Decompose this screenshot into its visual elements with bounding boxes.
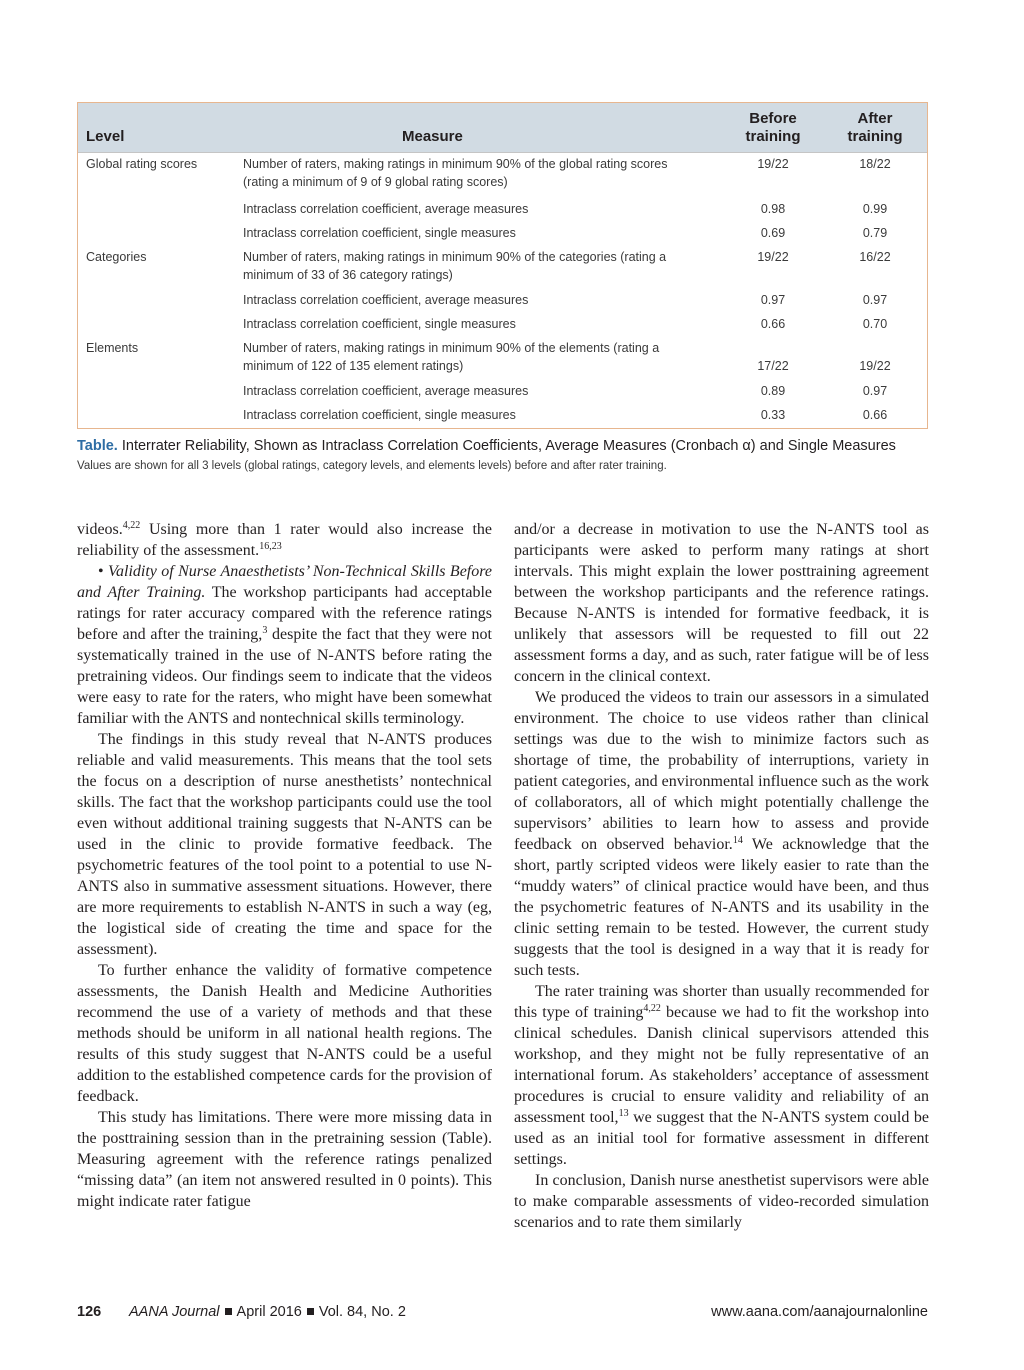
paragraph	[514, 981, 929, 1170]
page-number: 126	[77, 1304, 102, 1320]
header-after-training: After training	[847, 110, 903, 145]
cell-after: 19/22	[859, 359, 891, 373]
cell-before: 19/22	[757, 250, 789, 264]
cell-measure: Intraclass correlation coefficient, average measures	[243, 202, 529, 216]
citation: 4,22	[122, 520, 141, 531]
issue-date: April 2016	[236, 1304, 302, 1320]
left-column	[77, 519, 492, 1212]
cell-after: 0.66	[862, 408, 888, 422]
cell-before: 0.33	[760, 408, 786, 422]
caption-title-text: Interrater Reliability, Shown as Intraclass Correlation Coefficients, Average Measures (Cronbach α) and Single Measures	[121, 438, 896, 454]
text-run: we suggest that the N-ANTS system could be used as an initial tool for formative assessment in different settings.	[514, 1109, 930, 1168]
cell-after: 16/22	[859, 250, 891, 264]
paragraph: To further enhance the validity of formative competence assessments, the Danish Health and Medicine Authorities recommend the use of a variety of methods and that these methods should be uniform in all national health regions. The results of this study suggest that N-ANTS could be a useful addition to the established competence cards for the provision of feedback.	[77, 962, 492, 1105]
paragraph: This study has limitations. There were more missing data in the posttraining session than in the pretraining session (Table). Measuring agreement with the reference ratings penalized “missing data” (an item not answered resulted in 0 points). This might indicate rater fatigue	[77, 1109, 492, 1210]
caption-label: Table.	[77, 438, 118, 454]
header-level: Level	[86, 128, 125, 145]
cell-level: Global rating scores	[86, 157, 198, 171]
cell-measure: Intraclass correlation coefficient, single measures	[243, 226, 516, 240]
cell-measure: Number of raters, making ratings in minimum 90% of the elements (rating a minimum of 122 of 135 element ratings)	[243, 341, 660, 373]
citation: 14	[732, 835, 743, 846]
table-caption	[77, 437, 928, 474]
cell-before: 19/22	[757, 157, 789, 171]
cell-measure: Intraclass correlation coefficient, average measures	[243, 384, 529, 398]
journal-info	[129, 1304, 406, 1320]
text-run: Using more than 1 rater would also increase the reliability of the assessment.	[77, 521, 492, 559]
cell-level: Elements	[86, 341, 139, 355]
cell-measure: Intraclass correlation coefficient, average measures	[243, 293, 529, 307]
separator-square	[307, 1308, 314, 1315]
page-footer	[77, 1304, 928, 1326]
cell-before: 0.97	[760, 293, 786, 307]
paragraph	[514, 687, 929, 981]
citation: 3	[262, 625, 268, 636]
volume: Vol. 84, No. 2	[318, 1304, 406, 1320]
text-run: We produced the videos to train our assessors in a simulated environment. The choice to use videos rather than clinical settings was due to the wish to minimize factors such as shortage of time, the probability of interruptions, variety in patient categories, and environmental influence such as the work of collaborators, all of which might potentially challenge the supervisors’ abilities to learn how to assess and provide feedback on observed behavior.	[514, 689, 929, 853]
cell-measure: Intraclass correlation coefficient, single measures	[243, 408, 516, 422]
citation: 16,23	[259, 541, 282, 552]
paragraph: In conclusion, Danish nurse anesthetist supervisors were able to make comparable assessments of video-recorded simulation scenarios and to rate them similarly	[514, 1172, 929, 1231]
cell-before: 17/22	[757, 359, 789, 373]
citation: 13	[618, 1108, 629, 1119]
text-run: The rater training was shorter than usually recommended for this type of training	[514, 983, 929, 1021]
text-run: despite the fact that they were not systematically trained in the use of N-ANTS before rating the pretraining videos. Our findings seem to indicate that the videos were easy to rate for the raters, who might have been somewhat familiar with the ANTS and nontechnical skills terminology.	[77, 626, 492, 727]
text-run: We acknowledge that the short, partly scripted videos were likely easier to rate than the “muddy waters” of clinical practice would have been, and thus the psychometric features of N-ANTS and its usability in the clinic setting remain to be tested. However, the current study suggests that the tool is designed in a way that it is ready for such tests.	[514, 836, 930, 979]
header-measure: Measure	[402, 128, 463, 145]
cell-after: 0.97	[862, 293, 888, 307]
journal-url[interactable]: www.aana.com/aanajournalonline	[711, 1304, 928, 1320]
bullet: •	[98, 563, 108, 580]
paragraph: and/or a decrease in motivation to use the N-ANTS tool as participants were asked to perform many ratings at short intervals. This might explain the lower posttraining agreement between the workshop participants and the reference ratings. Because N-ANTS is intended for formative feedback, it is unlikely that assessors will be requested to fill out 22 assessment forms a day, and as such, rater fatigue will be of less concern in the clinical context.	[514, 521, 929, 685]
paragraph	[77, 561, 492, 729]
cell-after: 0.99	[862, 202, 888, 216]
cell-measure: Intraclass correlation coefficient, single measures	[243, 317, 516, 331]
cell-measure: Number of raters, making ratings in minimum 90% of the categories (rating a minimum of 33 of 36 category ratings)	[243, 250, 667, 282]
text-run: videos.	[77, 521, 123, 538]
right-column	[514, 519, 929, 1233]
cell-after: 0.79	[862, 226, 888, 240]
cell-before: 0.89	[760, 384, 786, 398]
text-run: because we had to fit the workshop into clinical schedules. Danish clinical supervisors attended this workshop, and they might not be fully representative of an international forum. As stakeholders’ acceptance of assessment procedures is crucial to ensure validity and reliability of an assessment tool,	[514, 1004, 929, 1126]
table-header	[78, 103, 927, 153]
cell-before: 0.69	[760, 226, 786, 240]
section-heading: Validity of Nurse Anaesthetists’ Non-Technical Skills Before and After Training.	[77, 563, 492, 601]
separator-square	[225, 1308, 232, 1315]
cell-before: 0.66	[760, 317, 786, 331]
cell-before: 0.98	[760, 202, 786, 216]
caption-title	[77, 437, 928, 456]
reliability-table	[77, 102, 928, 429]
journal-name: AANA Journal	[129, 1304, 220, 1320]
paragraph	[77, 519, 492, 561]
caption-subtitle: Values are shown for all 3 levels (global ratings, category levels, and elements levels) before and after rater training.	[77, 460, 667, 472]
cell-measure: Number of raters, making ratings in minimum 90% of the global rating scores (rating a minimum of 9 of 9 global rating scores)	[243, 157, 668, 189]
text-run: The workshop participants had acceptable ratings for rater accuracy compared with the reference ratings before and after the training,	[77, 584, 492, 643]
cell-after: 18/22	[859, 157, 891, 171]
cell-after: 0.70	[862, 317, 888, 331]
cell-after: 0.97	[862, 384, 888, 398]
cell-level: Categories	[86, 250, 147, 264]
header-before-training: Before training	[745, 110, 801, 145]
paragraph: The findings in this study reveal that N-ANTS produces reliable and valid measurements. This means that the tool sets the focus on a description of nurse anesthetists’ nontechnical skills. The fact that the workshop participants could use the tool even without additional training suggests that N-ANTS can be used in the clinic to provide formative feedback. The psychometric features of the tool point to a potential to use N-ANTS also in summative assessment situations. However, there are more requirements to establish N-ANTS in such a way (eg, the logistical side of creating the time and space for the assessment).	[77, 731, 492, 958]
citation: 4,22	[643, 1003, 661, 1014]
